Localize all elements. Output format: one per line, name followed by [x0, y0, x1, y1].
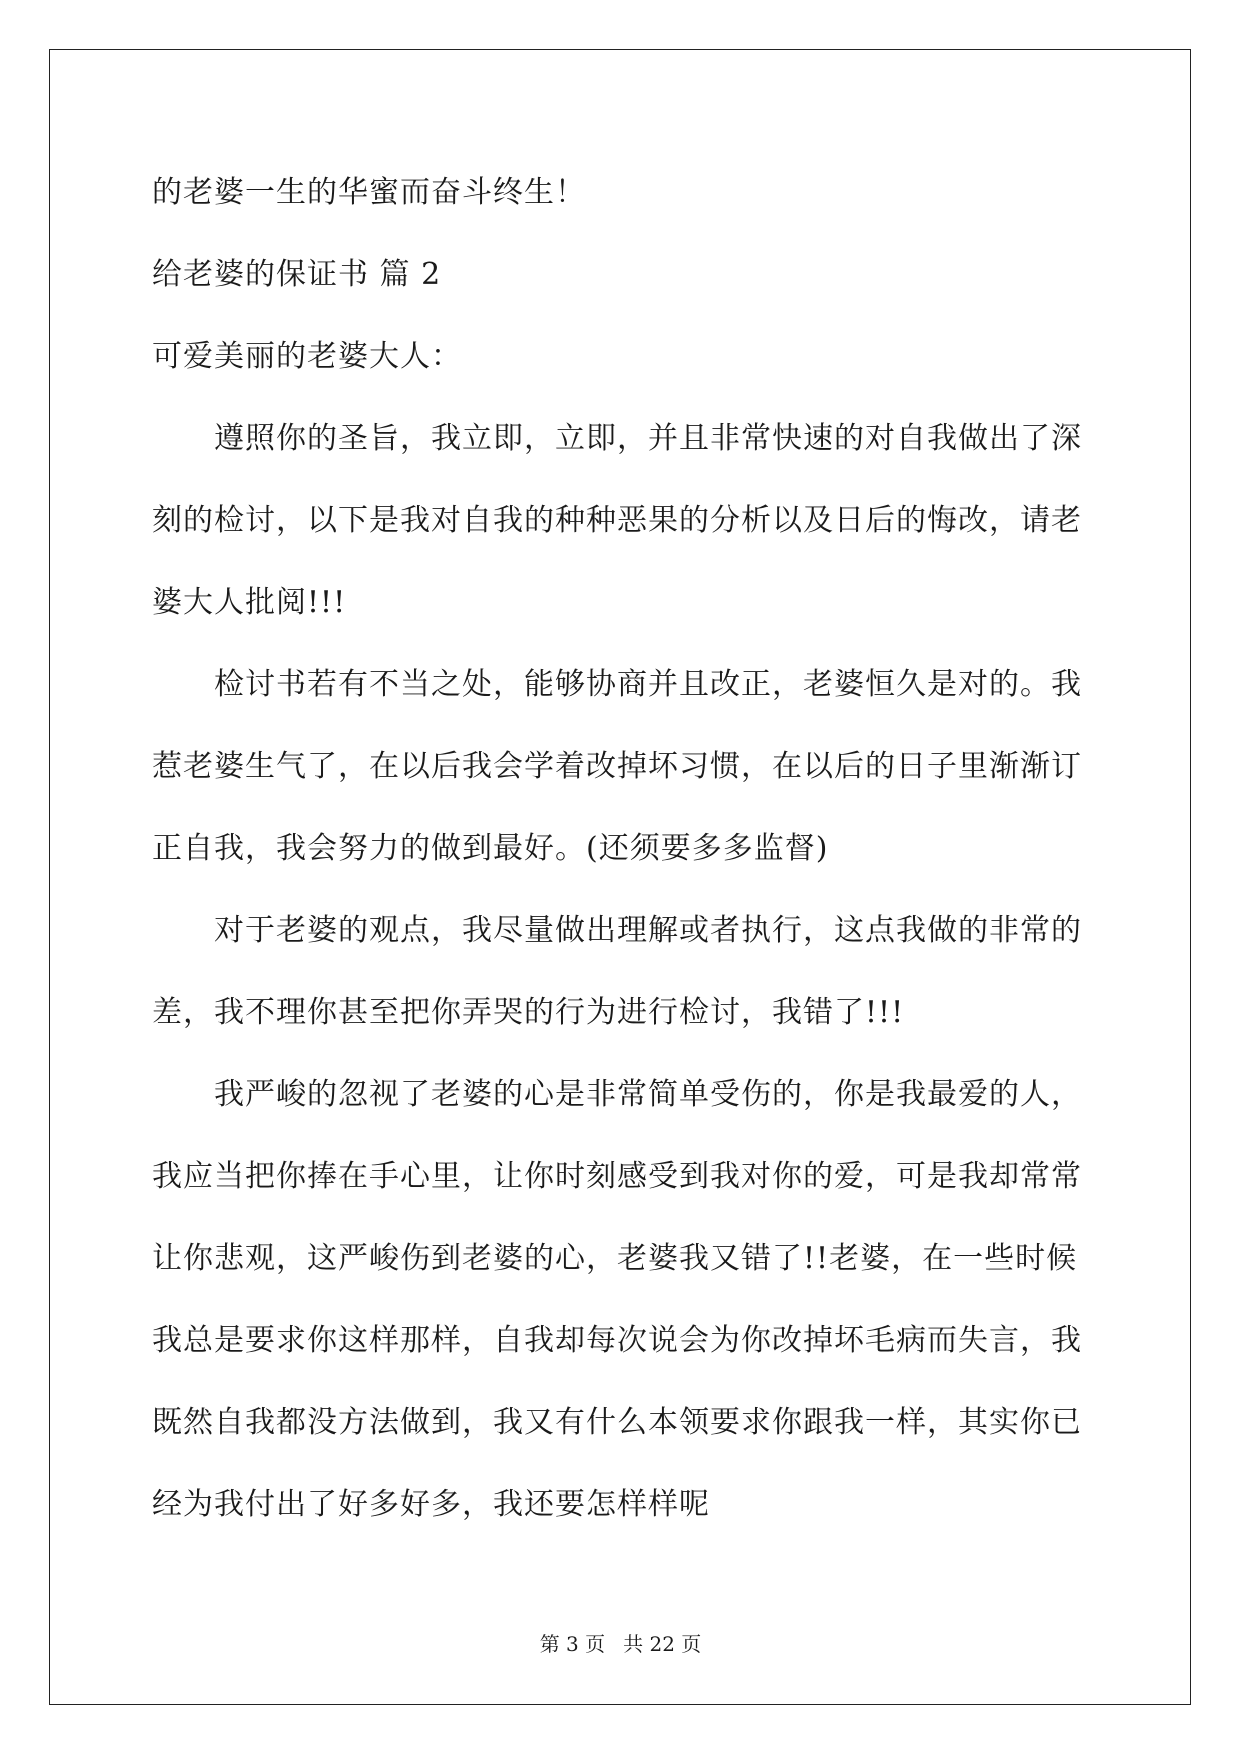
- paragraph-line: 经为我付出了好多好多，我还要怎样样呢: [152, 1487, 710, 1522]
- page-number: 第 3 页: [539, 1632, 606, 1656]
- text-line: 的老婆一生的华蜜而奋斗终生！: [152, 175, 586, 210]
- paragraph-line: 既然自我都没方法做到，我又有什么本领要求你跟我一样，其实你已: [152, 1405, 1082, 1440]
- paragraph-line: 遵照你的圣旨，我立即，立即，并且非常快速的对自我做出了深: [214, 421, 1082, 456]
- paragraph-line: 正自我，我会努力的做到最好。(还须要多多监督): [152, 831, 829, 866]
- section-heading: 给老婆的保证书 篇 2: [152, 257, 442, 292]
- paragraph-line: 我总是要求你这样那样，自我却每次说会为你改掉坏毛病而失言，我: [152, 1323, 1082, 1358]
- paragraph-line: 我应当把你捧在手心里，让你时刻感受到我对你的爱，可是我却常常: [152, 1159, 1082, 1194]
- page-total: 共 22 页: [623, 1632, 702, 1656]
- paragraph-line: 婆大人批阅!!!: [152, 585, 347, 620]
- page-footer: [0, 1628, 1241, 1657]
- document-body: [152, 152, 1092, 1546]
- paragraph-line: 检讨书若有不当之处，能够协商并且改正，老婆恒久是对的。我: [214, 667, 1082, 702]
- paragraph-line: 我严峻的忽视了老婆的心是非常简单受伤的，你是我最爱的人，: [214, 1077, 1082, 1112]
- paragraph-line: 让你悲观，这严峻伤到老婆的心，老婆我又错了!!老婆，在一些时候: [152, 1241, 1078, 1276]
- paragraph-line: 差，我不理你甚至把你弄哭的行为进行检讨，我错了!!!: [152, 995, 905, 1030]
- paragraph-line: 对于老婆的观点，我尽量做出理解或者执行，这点我做的非常的: [214, 913, 1082, 948]
- salutation: 可爱美丽的老婆大人：: [152, 339, 462, 374]
- paragraph-line: 惹老婆生气了，在以后我会学着改掉坏习惯，在以后的日子里渐渐订: [152, 749, 1082, 784]
- paragraph-line: 刻的检讨，以下是我对自我的种种恶果的分析以及日后的悔改，请老: [152, 503, 1082, 538]
